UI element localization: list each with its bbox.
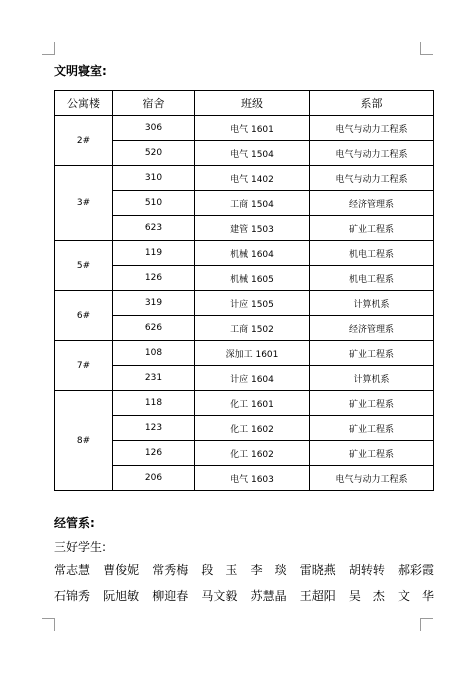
building-cell: 7# — [55, 341, 113, 391]
room-cell: 118 — [113, 391, 195, 416]
student-name: 胡转转 — [348, 563, 385, 577]
department-cell: 计算机系 — [310, 291, 434, 316]
room-cell: 310 — [113, 166, 195, 191]
room-cell: 206 — [113, 466, 195, 491]
student-name: 常秀梅 — [152, 563, 189, 577]
class-cell: 计应 1505 — [195, 291, 310, 316]
header-class: 班级 — [195, 91, 310, 116]
class-cell: 建管 1503 — [195, 216, 310, 241]
class-cell: 化工 1602 — [195, 416, 310, 441]
header-department: 系部 — [310, 91, 434, 116]
student-name: 郝彩霞 — [397, 563, 434, 577]
page-corner-mark-top-right — [420, 42, 433, 55]
student-name: 马文毅 — [201, 589, 238, 603]
student-name: 雷晓燕 — [299, 563, 336, 577]
page-corner-mark-top-left — [42, 42, 55, 55]
building-cell: 3# — [55, 166, 113, 241]
room-cell: 306 — [113, 116, 195, 141]
class-cell: 机械 1604 — [195, 241, 310, 266]
table-row — [55, 291, 434, 316]
room-cell: 520 — [113, 141, 195, 166]
student-name: 柳迎春 — [152, 589, 189, 603]
department-cell: 机电工程系 — [310, 266, 434, 291]
department-cell: 电气与动力工程系 — [310, 116, 434, 141]
student-name: 吴 杰 — [348, 589, 385, 603]
department-cell: 机电工程系 — [310, 241, 434, 266]
class-cell: 电气 1504 — [195, 141, 310, 166]
student-name: 曹俊妮 — [103, 563, 140, 577]
room-cell: 119 — [113, 241, 195, 266]
student-name: 王超阳 — [299, 589, 336, 603]
department-cell: 矿业工程系 — [310, 416, 434, 441]
building-cell: 5# — [55, 241, 113, 291]
class-cell: 深加工 1601 — [195, 341, 310, 366]
student-name: 苏慧晶 — [250, 589, 287, 603]
class-cell: 工商 1502 — [195, 316, 310, 341]
department-cell: 电气与动力工程系 — [310, 166, 434, 191]
room-cell: 123 — [113, 416, 195, 441]
student-name-list — [54, 562, 434, 614]
student-name: 阮旭敏 — [103, 589, 140, 603]
room-cell: 510 — [113, 191, 195, 216]
class-cell: 电气 1601 — [195, 116, 310, 141]
class-cell: 计应 1604 — [195, 366, 310, 391]
class-cell: 工商 1504 — [195, 191, 310, 216]
table-row — [55, 341, 434, 366]
header-building: 公寓楼 — [55, 91, 113, 116]
room-cell: 623 — [113, 216, 195, 241]
student-name: 段 玉 — [201, 563, 238, 577]
student-name: 常志慧 — [54, 563, 91, 577]
class-cell: 电气 1603 — [195, 466, 310, 491]
building-cell: 6# — [55, 291, 113, 341]
department-cell: 矿业工程系 — [310, 216, 434, 241]
department-cell: 矿业工程系 — [310, 341, 434, 366]
dorm-table — [54, 90, 434, 491]
room-cell: 126 — [113, 441, 195, 466]
table-row — [55, 116, 434, 141]
student-name: 石锦秀 — [54, 589, 91, 603]
class-cell: 机械 1605 — [195, 266, 310, 291]
department-cell: 电气与动力工程系 — [310, 466, 434, 491]
room-cell: 126 — [113, 266, 195, 291]
name-row — [54, 588, 434, 614]
building-cell: 2# — [55, 116, 113, 166]
header-room: 宿舍 — [113, 91, 195, 116]
page-corner-mark-bottom-right — [420, 618, 433, 631]
table-row — [55, 166, 434, 191]
department-cell: 矿业工程系 — [310, 391, 434, 416]
department-cell: 经济管理系 — [310, 191, 434, 216]
department-cell: 经济管理系 — [310, 316, 434, 341]
section-heading-econ-mgmt: 经管系: — [54, 516, 95, 530]
department-cell: 计算机系 — [310, 366, 434, 391]
department-cell: 电气与动力工程系 — [310, 141, 434, 166]
room-cell: 108 — [113, 341, 195, 366]
room-cell: 626 — [113, 316, 195, 341]
subheading-merit-students: 三好学生: — [54, 540, 107, 554]
department-cell: 矿业工程系 — [310, 441, 434, 466]
class-cell: 化工 1602 — [195, 441, 310, 466]
room-cell: 231 — [113, 366, 195, 391]
name-row — [54, 562, 434, 588]
student-name: 文 华 — [397, 589, 434, 603]
class-cell: 化工 1601 — [195, 391, 310, 416]
building-cell: 8# — [55, 391, 113, 491]
class-cell: 电气 1402 — [195, 166, 310, 191]
page-corner-mark-bottom-left — [42, 618, 55, 631]
table-row — [55, 241, 434, 266]
table-header-row — [55, 91, 434, 116]
section-heading-civilized-dorm: 文明寝室: — [54, 64, 107, 78]
room-cell: 319 — [113, 291, 195, 316]
table-row — [55, 391, 434, 416]
student-name: 李 琰 — [250, 563, 287, 577]
